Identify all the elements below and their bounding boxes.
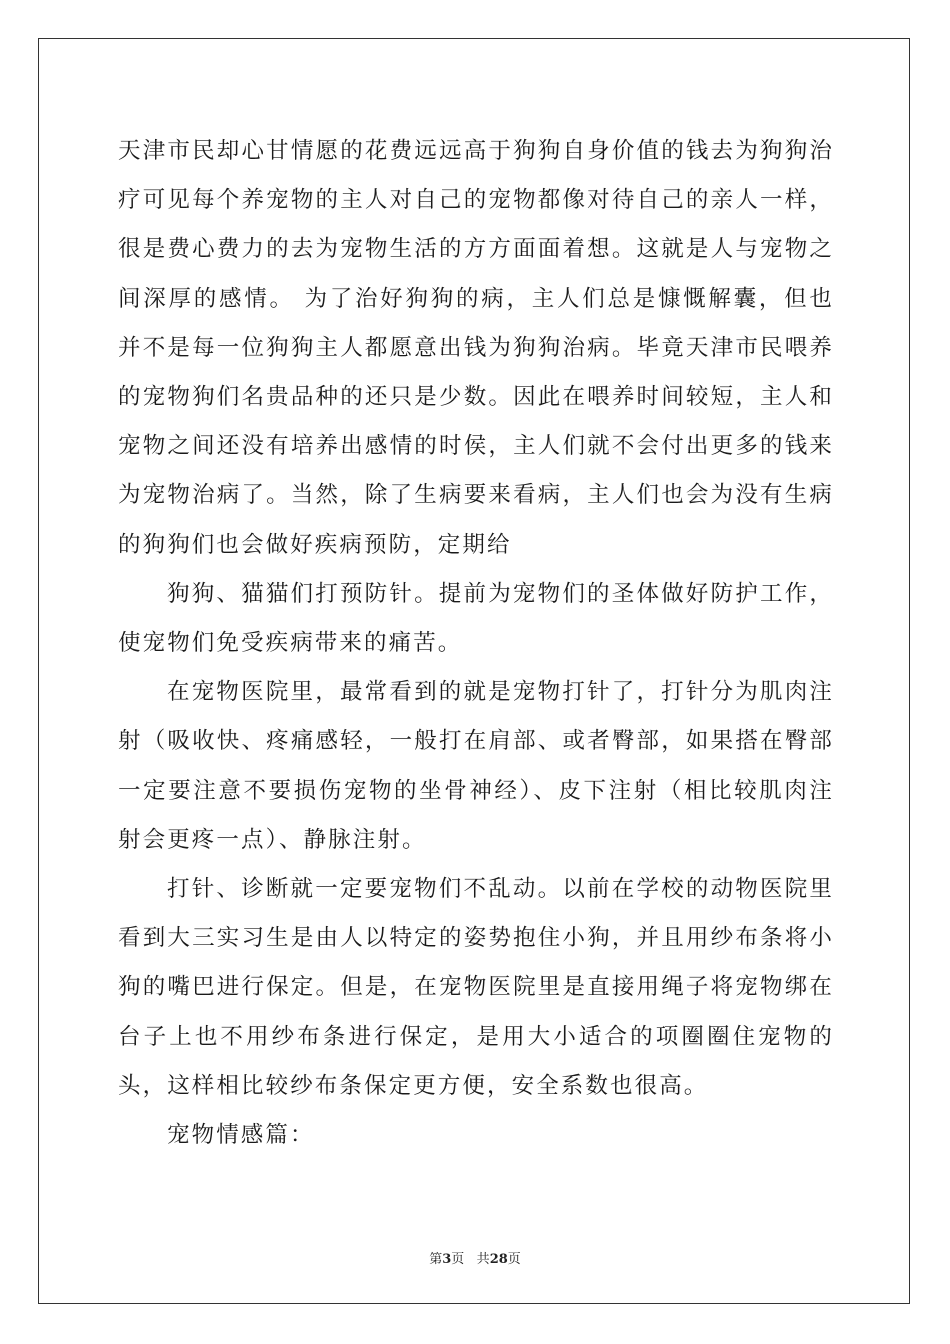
footer-page-suffix: 页 xyxy=(451,1252,465,1267)
footer-page-number: 3 xyxy=(442,1252,452,1267)
footer-total-pages: 28 xyxy=(489,1252,508,1267)
footer-page-prefix: 第 xyxy=(429,1252,443,1267)
document-body xyxy=(118,127,834,1160)
section-heading: 宠物情感篇： xyxy=(167,1122,315,1149)
paragraph-3: 在宠物医院里，最常看到的就是宠物打针了，打针分为肌肉注射（吸收快、疼痛感轻，一般打在肩部、或者臀部，如果搭在臀部一定要注意不要损伤宠物的坐骨神经）、皮下注射（相比较肌肉注射会更疼一点）、静脉注射。 xyxy=(118,679,834,853)
footer-total-suffix: 页 xyxy=(507,1252,521,1267)
paragraph-2: 狗狗、猫猫们打预防针。提前为宠物们的圣体做好防护工作，使宠物们免受疾病带来的痛苦。 xyxy=(118,580,834,657)
paragraph-1: 天津市民却心甘情愿的花费远远高于狗狗自身价值的钱去为狗狗治疗可见每个养宠物的主人对自己的宠物都像对待自己的亲人一样，很是费心费力的去为宠物生活的方方面面着想。这就是人与宠物之间深厚的感情。 为了治好狗狗的病，主人们总是慷慨解囊，但也并不是每一位狗狗主人都愿意出钱为狗狗治病。毕竟天津市民喂养的宠物狗们名贵品种的还只是少数。因此在喂养时间较短，主人和宠物之间还没有培养出感情的时侯，主人们就不会付出更多的钱来为宠物治病了。当然，除了生病要来看病，主人们也会为没有生病的狗狗们也会做好疾病预防，定期给 xyxy=(118,138,834,558)
paragraph-4: 打针、诊断就一定要宠物们不乱动。以前在学校的动物医院里看到大三实习生是由人以特定的姿势抱住小狗，并且用纱布条将小狗的嘴巴进行保定。但是，在宠物医院里是直接用绳子将宠物绑在台子上也不用纱布条进行保定，是用大小适合的项圈圈住宠物的头，这样相比较纱布条保定更方便，安全系数也很高。 xyxy=(118,876,834,1099)
footer-total-prefix: 共 xyxy=(476,1252,490,1267)
page-footer xyxy=(0,1248,950,1267)
